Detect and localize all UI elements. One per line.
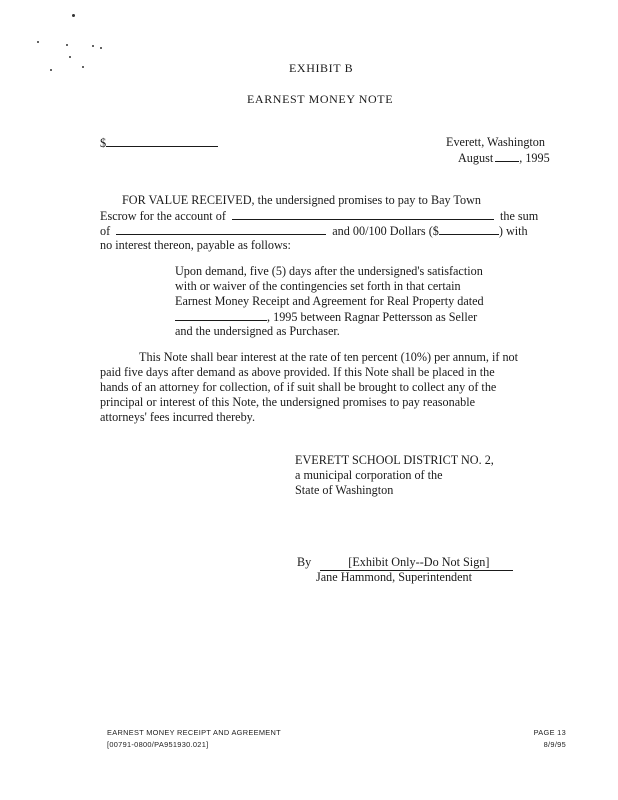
dollar-sign: $: [100, 136, 107, 150]
sum-prefix: of: [100, 224, 111, 238]
signatory-name: EVERETT SCHOOL DISTRICT NO. 2,: [295, 453, 494, 467]
footer-page-number: PAGE 13: [533, 728, 566, 737]
document-title: EARNEST MONEY NOTE: [247, 92, 394, 106]
para1-line4: no interest thereon, payable as follows:: [100, 238, 291, 252]
footer-doc-title: EARNEST MONEY RECEIPT AND AGREEMENT: [107, 728, 281, 737]
sum-suffix: ) with: [498, 224, 528, 238]
payee-prefix: Escrow for the account of: [100, 209, 226, 223]
amount-blank: [106, 135, 218, 147]
para2-line4: principal or interest of this Note, the undersigned promises to pay reasonable: [100, 395, 476, 409]
signatory-line2: a municipal corporation of the: [295, 468, 443, 482]
footer-date: 8/9/95: [543, 740, 566, 749]
terms-line2: with or waiver of the contingencies set forth in that certain: [175, 279, 461, 293]
para2-line1: This Note shall bear interest at the rate of ten percent (10%) per annum, if not: [139, 350, 519, 364]
date-year: , 1995: [519, 151, 550, 165]
signature-blank: [320, 555, 513, 571]
para2-line3: hands of an attorney for collection, of if suit shall be brought to collect any of the: [100, 380, 497, 394]
signature-note: [Exhibit Only--Do Not Sign]: [348, 555, 490, 569]
terms-line5: and the undersigned as Purchaser.: [175, 324, 340, 338]
terms-line4-text: , 1995 between Ragnar Pettersson as Seller: [267, 310, 478, 324]
sum-figure-blank: [439, 223, 499, 235]
by-label: By: [297, 555, 312, 569]
sum-words-blank: [116, 223, 326, 235]
signatory-line3: State of Washington: [295, 483, 394, 497]
terms-line3: Earnest Money Receipt and Agreement for Real Property dated: [175, 294, 484, 308]
date-day-blank: [495, 150, 519, 162]
payee-blank: [232, 208, 494, 220]
place-city: Everett, Washington: [446, 135, 545, 149]
sum-mid: and 00/100 Dollars ($: [332, 224, 439, 238]
agreement-date-blank: [175, 309, 267, 321]
date-month: August: [458, 151, 494, 165]
signature-line: [297, 555, 513, 571]
para1-line1: FOR VALUE RECEIVED, the undersigned promises to pay to Bay Town: [122, 193, 481, 207]
payee-suffix: the sum: [499, 209, 539, 223]
terms-line1: Upon demand, five (5) days after the undersigned's satisfaction: [175, 264, 483, 278]
para2-line5: attorneys' fees incurred thereby.: [100, 410, 256, 424]
footer-doc-ref: [00791-0800/PA951930.021]: [107, 740, 209, 749]
para1-line3: [100, 223, 528, 239]
exhibit-label: EXHIBIT B: [289, 61, 354, 75]
signer-name: Jane Hammond, Superintendent: [316, 570, 473, 584]
place-date: [458, 150, 550, 166]
para2-line2: paid five days after demand as above provided. If this Note shall be placed in the: [100, 365, 495, 379]
terms-line4: [175, 309, 477, 325]
para1-line2: [100, 208, 538, 224]
amount-line: [100, 135, 218, 151]
